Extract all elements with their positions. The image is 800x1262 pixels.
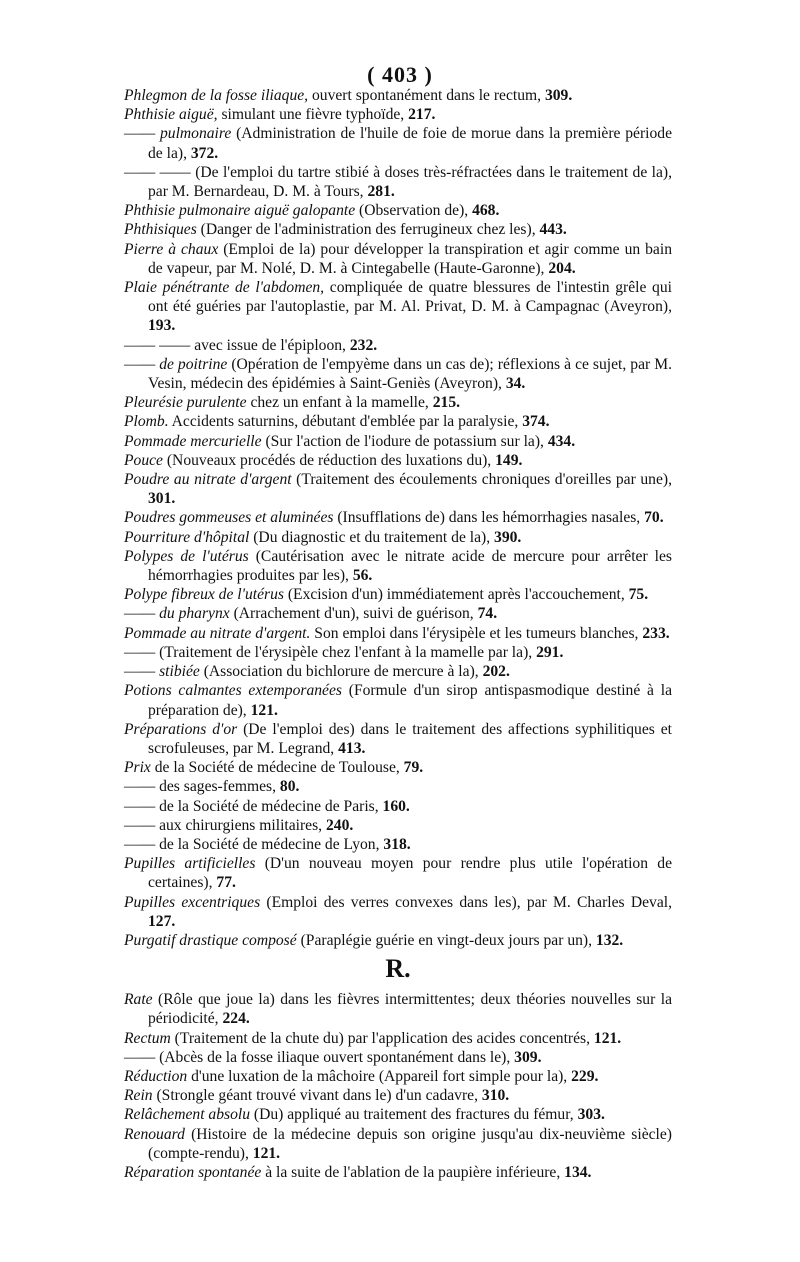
page-reference: 372.: [190, 144, 219, 162]
index-term: Plaie pénétrante de l'abdomen,: [124, 279, 325, 297]
page-reference: 70.: [644, 509, 664, 527]
index-description: (Rôle que joue la) dans les fièvres intermittentes; deux théories nouvelles sur la périodicité,: [148, 991, 672, 1028]
index-entry: [124, 1048, 672, 1067]
page-reference: 240.: [325, 816, 354, 834]
page-reference: 121.: [250, 701, 278, 719]
index-entry: [124, 643, 672, 662]
index-term: Poudres gommeuses et aluminées: [124, 509, 334, 527]
index-description: d'une luxation de la mâchoire (Appareil fort simple pour la),: [187, 1067, 572, 1085]
ditto-dash: ——: [124, 643, 156, 661]
page-reference: 309.: [544, 87, 573, 104]
index-term: pulmonaire: [159, 125, 232, 143]
ditto-dash: ——: [124, 835, 156, 853]
index-entry: [124, 432, 672, 451]
page-reference: 291.: [536, 643, 564, 661]
page-reference: 132.: [595, 931, 624, 949]
page-reference: 309.: [514, 1048, 542, 1066]
index-term: Pommade au nitrate d'argent.: [124, 624, 311, 642]
index-entry: [124, 854, 672, 892]
index-entry: [124, 604, 672, 623]
index-description: (Strongle géant trouvé vivant dans le) d'un cadavre,: [152, 1087, 482, 1105]
index-entry: [124, 336, 672, 355]
page-reference: 34.: [505, 375, 526, 393]
page-reference: 232.: [349, 336, 378, 354]
index-section-p: [124, 86, 672, 950]
index-description: (De l'emploi des) dans le traitement des affections syphilitiques et scrofuleuses, par M. Legrand,: [148, 720, 672, 757]
index-description: des sages-femmes,: [159, 778, 280, 796]
page-reference: 127.: [148, 912, 176, 930]
index-entry: [124, 931, 672, 950]
ditto-dash: —— ——: [124, 163, 191, 181]
index-description: (Emploi de la) pour développer la transpiration et agir comme un bain de vapeur, par M. Nolé, D. M. à Cintegabelle (Haute-Garonne),: [148, 240, 672, 277]
index-entry: [124, 105, 672, 124]
index-entry: [124, 163, 672, 201]
index-term: Poudre au nitrate d'argent: [124, 471, 292, 489]
page-reference: 149.: [495, 451, 523, 469]
ditto-dash: ——: [124, 355, 156, 373]
index-entry: [124, 681, 672, 719]
index-description: (D'un nouveau moyen pour rendre plus utile l'opération de certaines),: [148, 855, 672, 892]
ditto-dash: ——: [124, 1048, 156, 1066]
index-entry: [124, 1086, 672, 1105]
section-letter: R.: [385, 954, 411, 984]
index-description: (Du) appliqué au traitement des fractures du fémur,: [250, 1106, 578, 1124]
index-description: (Association du bichlorure de mercure à la),: [199, 663, 483, 681]
index-entry: [124, 124, 672, 162]
index-term: Pupilles excentriques: [124, 893, 261, 911]
page-reference: 204.: [548, 259, 576, 277]
page-number: ( 403 ): [367, 62, 433, 87]
page-reference: 160.: [382, 797, 410, 815]
index-entry: [124, 86, 672, 105]
index-entry: [124, 990, 672, 1028]
page-reference: 233.: [642, 624, 670, 642]
ditto-dash: ——: [124, 605, 156, 623]
index-term: Phthisiques: [124, 221, 197, 239]
index-term: Prix: [124, 759, 151, 777]
index-description: ouvert spontanément dans le rectum,: [308, 87, 545, 104]
index-entry: [124, 1163, 672, 1182]
index-term: Plomb.: [124, 413, 169, 431]
index-description: (Insufflations de) dans les hémorrhagies nasales,: [333, 509, 645, 527]
index-entry: [124, 758, 672, 777]
index-entry: [124, 528, 672, 547]
page-reference: 134.: [564, 1163, 592, 1181]
index-description: Accidents saturnins, débutant d'emblée par la paralysie,: [168, 413, 523, 431]
index-description: (Observation de),: [355, 202, 473, 220]
page-reference: 224.: [222, 1010, 250, 1028]
index-term: Polype fibreux de l'utérus: [124, 586, 284, 604]
index-description: (Abcès de la fosse iliaque ouvert spontanément dans le),: [159, 1048, 515, 1066]
page-reference: 56.: [352, 567, 373, 585]
index-description: (Histoire de la médecine depuis son origine jusqu'au dix-neuvième siècle) (compte-rendu),: [148, 1125, 672, 1162]
index-section-r: [124, 990, 672, 1182]
index-term: Réparation spontanée: [124, 1163, 262, 1181]
index-term: Relâchement absolu: [124, 1106, 251, 1124]
index-description: avec issue de l'épiploon,: [194, 336, 350, 354]
ditto-dash: ——: [124, 663, 156, 681]
index-entry: [124, 220, 672, 239]
index-description: Son emploi dans l'érysipèle et les tumeurs blanches,: [310, 624, 643, 642]
index-term: Purgatif drastique composé: [124, 931, 297, 949]
index-description: de la Société de médecine de Paris,: [159, 797, 383, 815]
ditto-dash: ——: [124, 125, 156, 143]
index-entry: [124, 662, 672, 681]
index-entry: [124, 451, 672, 470]
page-reference: 202.: [482, 663, 510, 681]
page-reference: 390.: [494, 528, 522, 546]
page-reference: 217.: [408, 106, 436, 124]
page-reference: 79.: [403, 759, 424, 777]
index-term: Polypes de l'utérus: [124, 547, 249, 565]
page-reference: 193.: [148, 317, 176, 335]
index-entry: [124, 624, 672, 643]
index-description: chez un enfant à la mamelle,: [246, 394, 433, 412]
index-entry: [124, 777, 672, 796]
index-description: (Administration de l'huile de foie de morue dans la première période de la),: [148, 125, 672, 162]
index-entry: [124, 835, 672, 854]
page-reference: 229.: [571, 1067, 599, 1085]
index-term: Potions calmantes extemporanées: [124, 682, 342, 700]
page-reference: 434.: [547, 432, 576, 450]
page-reference: 318.: [383, 835, 411, 853]
ditto-dash: —— ——: [124, 336, 191, 354]
index-term: Rectum: [124, 1029, 171, 1047]
index-description: (Nouveaux procédés de réduction des luxations du),: [162, 451, 496, 469]
index-description: de la Société de médecine de Lyon,: [159, 835, 384, 853]
index-entry: [124, 412, 672, 431]
page-reference: 121.: [252, 1144, 281, 1162]
index-description: (Cautérisation avec le nitrate acide de mercure pour arrêter les hémorrhagies produites par les),: [148, 547, 672, 585]
page-reference: 310.: [481, 1087, 510, 1105]
page-reference: 374.: [522, 413, 550, 431]
page-reference: 74.: [477, 605, 498, 623]
index-term: Renouard: [124, 1125, 185, 1143]
index-description: (Opération de l'empyème dans un cas de); réflexions à ce sujet, par M. Vesin, médecin des épidémies à Saint-Geniès (Aveyron),: [148, 355, 672, 393]
index-entry: [124, 585, 672, 604]
index-entry: [124, 508, 672, 527]
page-reference: 75.: [628, 586, 649, 604]
index-description: (Arrachement d'un), suivi de guérison,: [229, 605, 478, 623]
index-term: du pharynx: [159, 605, 230, 623]
page-reference: 413.: [338, 739, 366, 757]
index-description: (Emploi des verres convexes dans les), par M. Charles Deval,: [260, 893, 672, 911]
index-entry: [124, 278, 672, 336]
index-description: (Excision d'un) immédiatement après l'accouchement,: [283, 586, 629, 604]
ditto-dash: ——: [124, 816, 156, 834]
index-term: Phthisie pulmonaire aiguë galopante: [124, 202, 356, 220]
index-term: Phlegmon de la fosse iliaque,: [124, 87, 309, 104]
index-entry: [124, 797, 672, 816]
index-entry: [124, 201, 672, 220]
index-description: (De l'emploi du tartre stibié à doses très-réfractées dans le traitement de la), par M. Bernardeau, D. M. à Tours,: [148, 163, 673, 201]
index-term: Réduction: [124, 1067, 188, 1085]
index-description: (Traitement de l'érysipèle chez l'enfant à la mamelle par la),: [159, 643, 537, 661]
index-entry: [124, 1105, 672, 1124]
index-term: Phthisie aiguë,: [124, 106, 218, 124]
index-term: Pierre à chaux: [124, 240, 219, 258]
page-reference: 443.: [539, 221, 567, 239]
index-entry: [124, 355, 672, 393]
page-reference: 281.: [367, 183, 395, 201]
index-description: à la suite de l'ablation de la paupière inférieure,: [261, 1163, 565, 1181]
index-term: Pupilles artificielles: [124, 855, 256, 873]
index-term: Rein: [124, 1087, 153, 1105]
index-entry: [124, 393, 672, 412]
ditto-dash: ——: [124, 797, 156, 815]
index-entry: [124, 893, 672, 931]
index-description: (Danger de l'administration des ferrugineux chez les),: [196, 221, 540, 239]
index-entry: [124, 720, 672, 758]
index-description: de la Société de médecine de Toulouse,: [150, 759, 404, 777]
index-term: Pouce: [124, 451, 163, 469]
index-description: simulant une fièvre typhoïde,: [217, 106, 409, 124]
index-term: Pourriture d'hôpital: [124, 528, 250, 546]
index-entry: [124, 816, 672, 835]
index-description: (Formule d'un sirop antispasmodique destiné à la préparation de),: [148, 682, 672, 719]
index-description: (Paraplégie guérie en vingt-deux jours par un),: [296, 931, 596, 949]
page-reference: 215.: [432, 394, 461, 412]
index-entry: [124, 1125, 672, 1163]
index-term: Rate: [124, 991, 153, 1009]
page-reference: 80.: [279, 778, 300, 796]
page-reference: 77.: [216, 874, 236, 892]
index-description: (Traitement de la chute du) par l'application des acides concentrés,: [170, 1029, 594, 1047]
index-term: de poitrine: [159, 355, 228, 373]
index-description: (Du diagnostic et du traitement de la),: [249, 528, 495, 546]
page-reference: 468.: [472, 202, 500, 220]
index-entry: [124, 240, 672, 278]
index-entry: [124, 1067, 672, 1086]
page-reference: 303.: [577, 1106, 605, 1124]
index-entry: [124, 470, 672, 508]
index-term: Pommade mercurielle: [124, 432, 262, 450]
page-reference: 121.: [593, 1029, 622, 1047]
ditto-dash: ——: [124, 778, 156, 796]
index-term: Préparations d'or: [124, 720, 238, 738]
index-term: stibiée: [159, 663, 200, 681]
page-reference: 301.: [148, 490, 176, 508]
index-description: aux chirurgiens militaires,: [159, 816, 326, 834]
index-entry: [124, 1029, 672, 1048]
index-description: (Traitement des écoulements chroniques d'oreilles par une),: [291, 471, 672, 489]
index-entry: [124, 547, 672, 585]
index-term: Pleurésie purulente: [124, 394, 247, 412]
index-column: [124, 86, 672, 1182]
index-description: compliquée de quatre blessures de l'intestin grêle qui ont été guéries par l'autoplastie, par M. Al. Privat, D. M. à Campagnac (Aveyron),: [148, 279, 672, 316]
index-description: (Sur l'action de l'iodure de potassium sur la),: [261, 432, 548, 450]
